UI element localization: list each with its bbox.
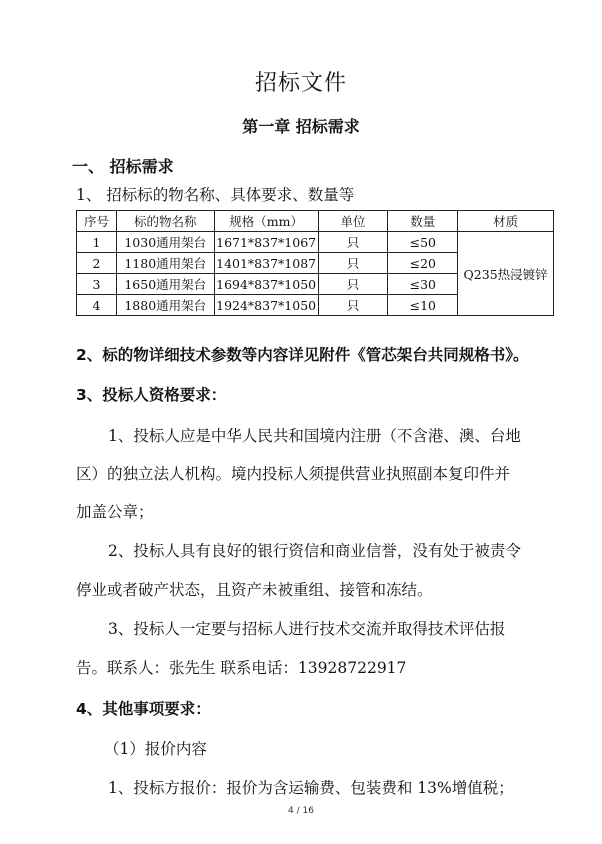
col-header-no: 序号	[77, 211, 117, 232]
section-heading-requirements: 一、 招标需求	[72, 157, 174, 176]
cell-spec: 1924*837*1050	[214, 295, 318, 316]
col-header-name: 标的物名称	[116, 211, 214, 232]
item-1-text: 1、 招标标的物名称、具体要求、数量等	[76, 186, 355, 204]
cell-name: 1180通用架台	[116, 253, 214, 274]
col-header-material: 材质	[458, 211, 554, 232]
cell-unit: 只	[318, 295, 388, 316]
cell-spec: 1694*837*1050	[214, 274, 318, 295]
cell-spec: 1671*837*1067	[214, 232, 318, 253]
items-table	[76, 210, 554, 316]
qualification-3-line: 3、投标人一定要与招标人进行技术交流并取得技术评估报	[108, 620, 506, 638]
page-number: 4 / 16	[288, 806, 314, 816]
table-row	[77, 232, 554, 253]
cell-name: 1650通用架台	[116, 274, 214, 295]
col-header-qty: 数量	[388, 211, 458, 232]
qualification-1-line: 加盖公章；	[76, 503, 154, 521]
cell-qty: ≤30	[388, 274, 458, 295]
col-header-spec: 规格（mm）	[214, 211, 318, 232]
item-2-text: 2、标的物详细技术参数等内容详见附件《管芯架台共同规格书》。	[76, 346, 529, 364]
document-title: 招标文件	[254, 71, 347, 96]
cell-no: 4	[77, 295, 117, 316]
qualification-3-line: 告。联系人：张先生 联系电话：13928722917	[76, 659, 407, 677]
qualification-2-line: 2、投标人具有良好的银行资信和商业信誉，没有处于被责令	[108, 542, 521, 560]
col-header-unit: 单位	[318, 211, 388, 232]
cell-no: 3	[77, 274, 117, 295]
section-heading-qualifications: 3、投标人资格要求：	[76, 386, 227, 404]
chapter-title: 第一章 招标需求	[242, 117, 360, 136]
cell-unit: 只	[318, 232, 388, 253]
cell-no: 1	[77, 232, 117, 253]
cell-material: Q235热浸镀锌	[458, 232, 554, 316]
cell-qty: ≤50	[388, 232, 458, 253]
cell-name: 1030通用架台	[116, 232, 214, 253]
qualification-1-line: 区）的独立法人机构。境内投标人须提供营业执照副本复印件并	[76, 465, 511, 483]
cell-name: 1880通用架台	[116, 295, 214, 316]
cell-unit: 只	[318, 253, 388, 274]
subheading-quotation: （1）报价内容	[104, 740, 207, 758]
qualification-2-line: 停业或者破产状态，且资产未被重组、接管和冻结。	[76, 581, 433, 599]
cell-no: 2	[77, 253, 117, 274]
cell-qty: ≤20	[388, 253, 458, 274]
section-heading-other: 4、其他事项要求：	[76, 700, 211, 718]
quotation-line-1: 1、投标方报价：报价为含运输费、包装费和 13%增值税；	[108, 779, 514, 797]
qualification-1-line: 1、投标人应是中华人民共和国境内注册（不含港、澳、台地	[108, 427, 521, 445]
cell-unit: 只	[318, 274, 388, 295]
cell-spec: 1401*837*1087	[214, 253, 318, 274]
cell-qty: ≤10	[388, 295, 458, 316]
table-header-row	[77, 211, 554, 232]
